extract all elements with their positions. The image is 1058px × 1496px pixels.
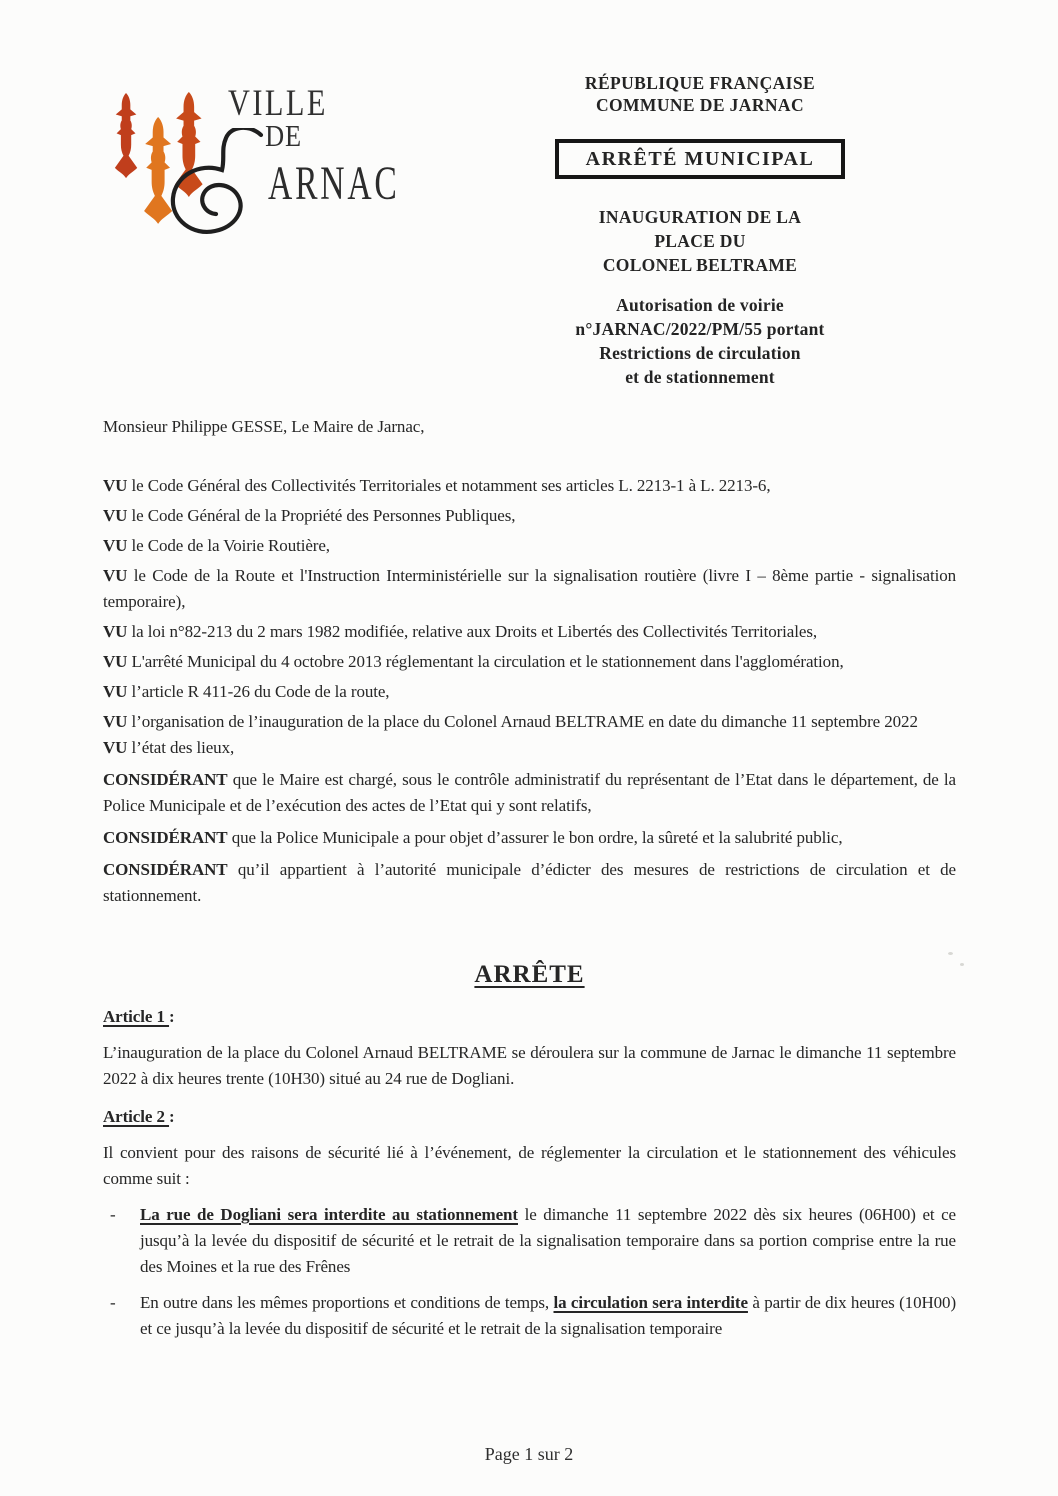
document-header bbox=[480, 72, 920, 389]
subtitle-line: n°JARNAC/2022/PM/55 portant bbox=[575, 319, 825, 339]
text-segment: VU bbox=[103, 712, 128, 731]
commune-line: COMMUNE DE JARNAC bbox=[595, 95, 805, 115]
scan-speck bbox=[960, 963, 964, 966]
arrete-heading bbox=[103, 958, 956, 992]
bullet-dash: - bbox=[110, 1205, 116, 1224]
text-segment: à partir de dix heures (10H00) et ce jusqu’à la levée du dispositif de sécurité et le retrait de la signalisation temporaire bbox=[140, 1293, 957, 1338]
text-segment: la loi n°82-213 du 2 mars 1982 modifiée, relative aux Droits et Libertés des Collectivités Territoriales, bbox=[127, 622, 817, 641]
text-segment: VU bbox=[103, 536, 128, 555]
text-segment: : bbox=[169, 1107, 175, 1126]
text-segment: Monsieur Philippe GESSE, Le Maire de Jarnac, bbox=[103, 417, 425, 436]
text-segment: L’inauguration de la place du Colonel Arnaud BELTRAME se déroulera sur la commune de Jarnac le dimanche 11 septembre 2022 à dix heures trente (10H30) situé au 24 rue de Dogliani. bbox=[103, 1043, 956, 1088]
vu-clause bbox=[103, 735, 956, 761]
article-paragraph bbox=[103, 1140, 956, 1192]
text-segment: En outre dans les mêmes proportions et conditions de temps, bbox=[140, 1293, 554, 1312]
text-segment: VU bbox=[103, 566, 128, 585]
text-segment: le Code Général de la Propriété des Personnes Publiques, bbox=[127, 506, 516, 525]
logo-text-ville: VILLE bbox=[228, 83, 328, 124]
arrete-municipal-stamp: ARRÊTÉ MUNICIPAL bbox=[555, 139, 846, 179]
vu-clause bbox=[103, 473, 956, 499]
text-segment: VU bbox=[103, 476, 128, 495]
vu-clause bbox=[103, 679, 956, 705]
considerant-clause bbox=[103, 825, 956, 851]
subtitle-line: Autorisation de voirie bbox=[616, 295, 784, 315]
title-line: INAUGURATION DE LA bbox=[598, 207, 802, 227]
text-segment: CONSIDÉRANT bbox=[103, 770, 228, 789]
logo-text-arnac: ARNAC bbox=[268, 157, 400, 210]
scan-speck bbox=[948, 952, 953, 955]
bullet-item bbox=[103, 1290, 956, 1342]
republic-line: RÉPUBLIQUE FRANÇAISE bbox=[584, 73, 816, 93]
text-segment: VU bbox=[103, 682, 128, 701]
text-segment: VU bbox=[103, 506, 128, 525]
text-segment: La rue de Dogliani sera interdite au stationnement bbox=[140, 1205, 518, 1224]
text-segment: VU bbox=[103, 738, 128, 757]
vu-clause bbox=[103, 709, 956, 735]
text-segment: le Code de la Route et l'Instruction Interministérielle sur la signalisation routière (livre I – 8ème partie - signalisation temporaire), bbox=[103, 566, 956, 611]
article-heading bbox=[103, 1104, 956, 1130]
bullet-item bbox=[103, 1202, 956, 1280]
text-segment: VU bbox=[103, 622, 128, 641]
text-segment: Article 2 bbox=[103, 1107, 170, 1126]
text-segment: que la Police Municipale a pour objet d’assurer le bon ordre, la sûreté et la salubrité public, bbox=[227, 828, 843, 847]
text-segment: : bbox=[169, 1007, 175, 1026]
document-subtitle bbox=[480, 293, 920, 389]
title-line: COLONEL BELTRAME bbox=[602, 255, 798, 275]
considerant-clause bbox=[103, 857, 956, 909]
script-j-flourish-icon bbox=[163, 128, 267, 236]
text-segment: l’article R 411-26 du Code de la route, bbox=[127, 682, 390, 701]
text-segment: VU bbox=[103, 652, 128, 671]
text-segment: Il convient pour des raisons de sécurité lié à l’événement, de réglementer la circulation et le stationnement des véhicules comme suit : bbox=[103, 1143, 956, 1188]
text-segment: la circulation sera interdite bbox=[553, 1293, 748, 1312]
article-paragraph bbox=[103, 1040, 956, 1092]
text-segment: L'arrêté Municipal du 4 octobre 2013 réglementant la circulation et le stationnement dans l'agglomération, bbox=[127, 652, 844, 671]
document-title bbox=[480, 205, 920, 277]
text-segment: l’état des lieux, bbox=[127, 738, 235, 757]
article-heading bbox=[103, 1004, 956, 1030]
subtitle-line: et de stationnement bbox=[625, 367, 775, 387]
page-number: Page 1 sur 2 bbox=[484, 1444, 574, 1464]
vu-clause bbox=[103, 619, 956, 645]
bullet-dash: - bbox=[110, 1293, 116, 1312]
logo-text-de: DE bbox=[265, 118, 302, 153]
text-segment: CONSIDÉRANT bbox=[103, 860, 228, 879]
considerant-clause bbox=[103, 767, 956, 819]
text-segment: Article 1 bbox=[103, 1007, 170, 1026]
subtitle-line: Restrictions de circulation bbox=[599, 343, 801, 363]
vu-clause bbox=[103, 563, 956, 615]
title-line: PLACE DU bbox=[654, 231, 746, 251]
text-segment: l’organisation de l’inauguration de la place du Colonel Arnaud BELTRAME en date du dimanche 11 septembre 2022 bbox=[127, 712, 918, 731]
text-segment: ARRÊTE bbox=[474, 961, 585, 988]
vu-clause bbox=[103, 503, 956, 529]
text-segment: qu’il appartient à l’autorité municipale d’édicter des mesures de restrictions de circulation et de stationnement. bbox=[103, 860, 956, 905]
vu-clause bbox=[103, 533, 956, 559]
document-body bbox=[103, 414, 956, 1342]
text-segment: CONSIDÉRANT bbox=[103, 828, 228, 847]
text-segment: le Code de la Voirie Routière, bbox=[127, 536, 330, 555]
stamp-wrapper bbox=[480, 139, 920, 179]
text-segment: le Code Général des Collectivités Territoriales et notamment ses articles L. 2213-1 à L. 2213-6, bbox=[127, 476, 771, 495]
salutation-line bbox=[103, 414, 956, 440]
text-segment: que le Maire est chargé, sous le contrôle administratif du représentant de l’Etat dans le département, de la Police Municipale et de l’exécution des actes de l’Etat qui y sont relatifs, bbox=[103, 770, 956, 815]
text-segment: le dimanche 11 septembre 2022 dès six heures (06H00) et ce jusqu’à la levée du dispositif de sécurité et le retrait de la signalisation temporaire dans sa portion comprise entre la rue des Moines et la rue des Frênes bbox=[140, 1205, 956, 1276]
vu-clause bbox=[103, 649, 956, 675]
